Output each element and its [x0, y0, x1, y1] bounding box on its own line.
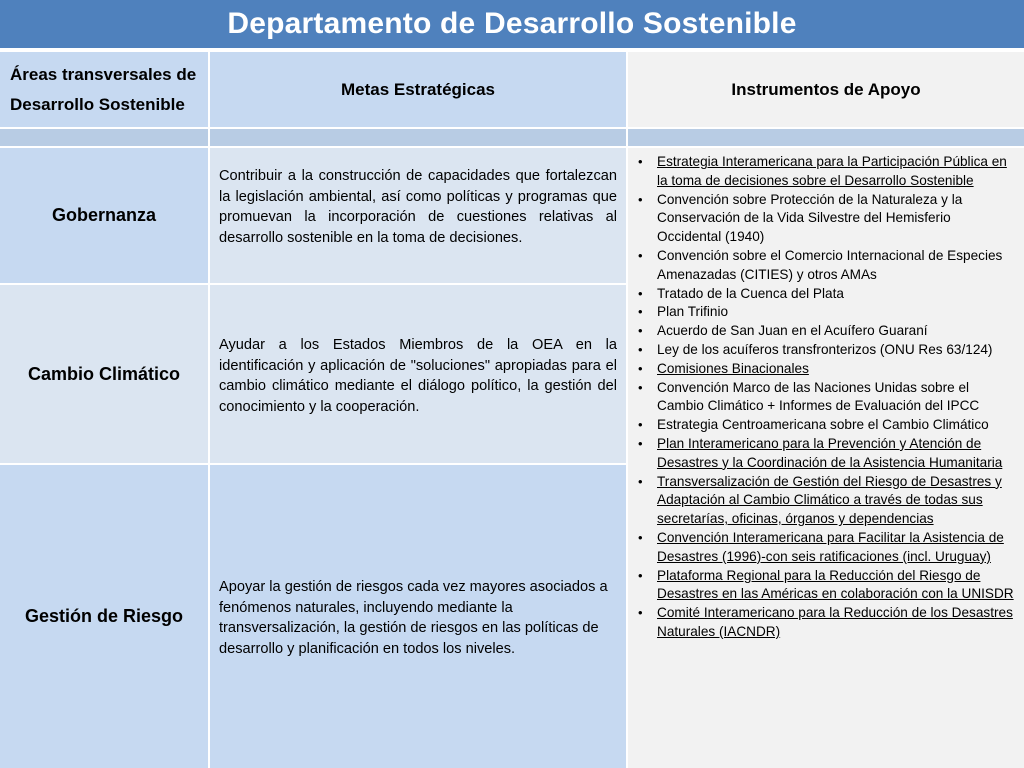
instrument-item	[638, 303, 1016, 322]
instrument-link[interactable]	[638, 529, 1016, 567]
instrument-text[interactable]: Plan Interamericano para la Prevención y Atención de Desastres y la Coordinación de la Asistencia Humanitaria	[657, 435, 1003, 470]
bullet-icon: •	[638, 605, 643, 621]
goal-text: Ayudar a los Estados Miembros de la OEA en la identificación y aplicación de "soluciones" apropiadas para el cambio climático mediante el diálogo político, la gestión del conocimiento y la cooperación.	[219, 337, 617, 415]
instrument-text: Convención Marco de las Naciones Unidas sobre el Cambio Climático + Informes de Evaluación del IPCC	[657, 379, 980, 414]
instrument-text: Estrategia Centroamericana sobre el Cambio Climático	[657, 417, 989, 433]
instrument-link[interactable]	[638, 435, 1016, 473]
bullet-icon: •	[638, 191, 643, 207]
bullet-icon: •	[638, 473, 643, 489]
instrument-link[interactable]	[638, 473, 1016, 529]
bullet-icon: •	[638, 285, 643, 301]
instrument-text[interactable]: Comité Interamericano para la Reducción de los Desastres Naturales (IACNDR)	[657, 605, 1013, 639]
instrument-item	[638, 416, 1016, 435]
bullet-icon: •	[638, 379, 643, 395]
instrument-link[interactable]	[638, 604, 1016, 642]
area-cell-gestion-riesgo	[0, 465, 208, 768]
header-instruments-cell	[628, 52, 1024, 127]
area-label: Cambio Climático	[27, 363, 181, 384]
bullet-icon: •	[638, 417, 643, 433]
instrument-text[interactable]: Plataforma Regional para la Reducción del Riesgo de Desastres en las Américas en colaboración con la UNISDR	[657, 567, 1014, 602]
page-title: Departamento de Desarrollo Sostenible	[0, 0, 1024, 50]
instrument-item	[638, 322, 1016, 341]
instrument-text: Convención sobre el Comercio Internacional de Especies Amenazadas (CITIES) y otros AMAs	[657, 247, 1003, 282]
bullet-icon: •	[638, 304, 643, 320]
bullet-icon: •	[638, 360, 643, 376]
instrument-item	[638, 379, 1016, 417]
spacer-cell	[0, 129, 208, 146]
instrument-text[interactable]: Comisiones Binacionales	[657, 360, 809, 376]
instrument-text[interactable]: Transversalización de Gestión del Riesgo de Desastres y Adaptación al Cambio Climático a través de todas sus secretarías, oficinas, órganos y dependencias	[657, 473, 1002, 527]
spacer-cell	[210, 129, 626, 146]
bullet-icon: •	[638, 435, 643, 451]
goal-cell-gestion-riesgo	[210, 465, 626, 768]
instrument-text: Convención sobre Protección de la Naturaleza y la Conservación de la Vida Silvestre del Hemisferio Occidental (1940)	[657, 191, 963, 245]
instrument-text: Tratado de la Cuenca del Plata	[657, 285, 844, 301]
area-label: Gobernanza	[51, 205, 157, 225]
instrument-item	[638, 285, 1016, 304]
instruments-cell	[628, 148, 1024, 768]
instrument-text: Ley de los acuíferos transfronterizos (ONU Res 63/124)	[657, 341, 993, 357]
instruments-list	[638, 153, 1016, 642]
goal-cell-gobernanza	[210, 148, 626, 283]
instrument-link[interactable]	[638, 360, 1016, 379]
header-goals: Metas Estratégicas	[340, 79, 496, 99]
instrument-item	[638, 191, 1016, 247]
instrument-item	[638, 247, 1016, 285]
header-areas-cell	[0, 52, 208, 127]
bullet-icon: •	[638, 247, 643, 263]
bullet-icon: •	[638, 567, 643, 583]
instrument-text[interactable]: Estrategia Interamericana para la Participación Pública en la toma de decisiones sobre el Desarrollo Sostenible	[657, 154, 1007, 188]
instrument-text: Plan Trifinio	[657, 304, 729, 320]
bullet-icon: •	[638, 529, 643, 545]
area-cell-cambio-climatico	[0, 285, 208, 463]
instrument-link[interactable]	[638, 153, 1016, 191]
header-instruments: Instrumentos de Apoyo	[731, 79, 921, 99]
goal-text: Contribuir a la construcción de capacidades que fortalezcan la legislación ambiental, así como políticas y programas que promuevan la incorporación de cuestiones relativas al desarrollo sostenible en la toma de decisiones.	[219, 168, 617, 246]
bullet-icon: •	[638, 154, 643, 169]
header-areas: Áreas transversales de Desarrollo Sostenible	[10, 64, 197, 114]
instrument-text: Acuerdo de San Juan en el Acuífero Guaraní	[657, 323, 928, 339]
instrument-text[interactable]: Convención Interamericana para Facilitar la Asistencia de Desastres (1996)-con seis ratificaciones (incl. Uruguay)	[657, 529, 1004, 564]
header-goals-cell	[210, 52, 626, 127]
goal-cell-cambio-climatico	[210, 285, 626, 463]
instrument-link[interactable]	[638, 567, 1016, 605]
area-cell-gobernanza	[0, 148, 208, 283]
bullet-icon: •	[638, 323, 643, 339]
instrument-item	[638, 341, 1016, 360]
area-label: Gestión de Riesgo	[24, 606, 184, 626]
bullet-icon: •	[638, 341, 643, 357]
spacer-cell	[628, 129, 1024, 146]
goal-text: Apoyar la gestión de riesgos cada vez mayores asociados a fenómenos naturales, incluyendo mediante la transversalización, la gestión de riesgos en las políticas de desarrollo y planificación en todos los niveles.	[219, 579, 608, 657]
